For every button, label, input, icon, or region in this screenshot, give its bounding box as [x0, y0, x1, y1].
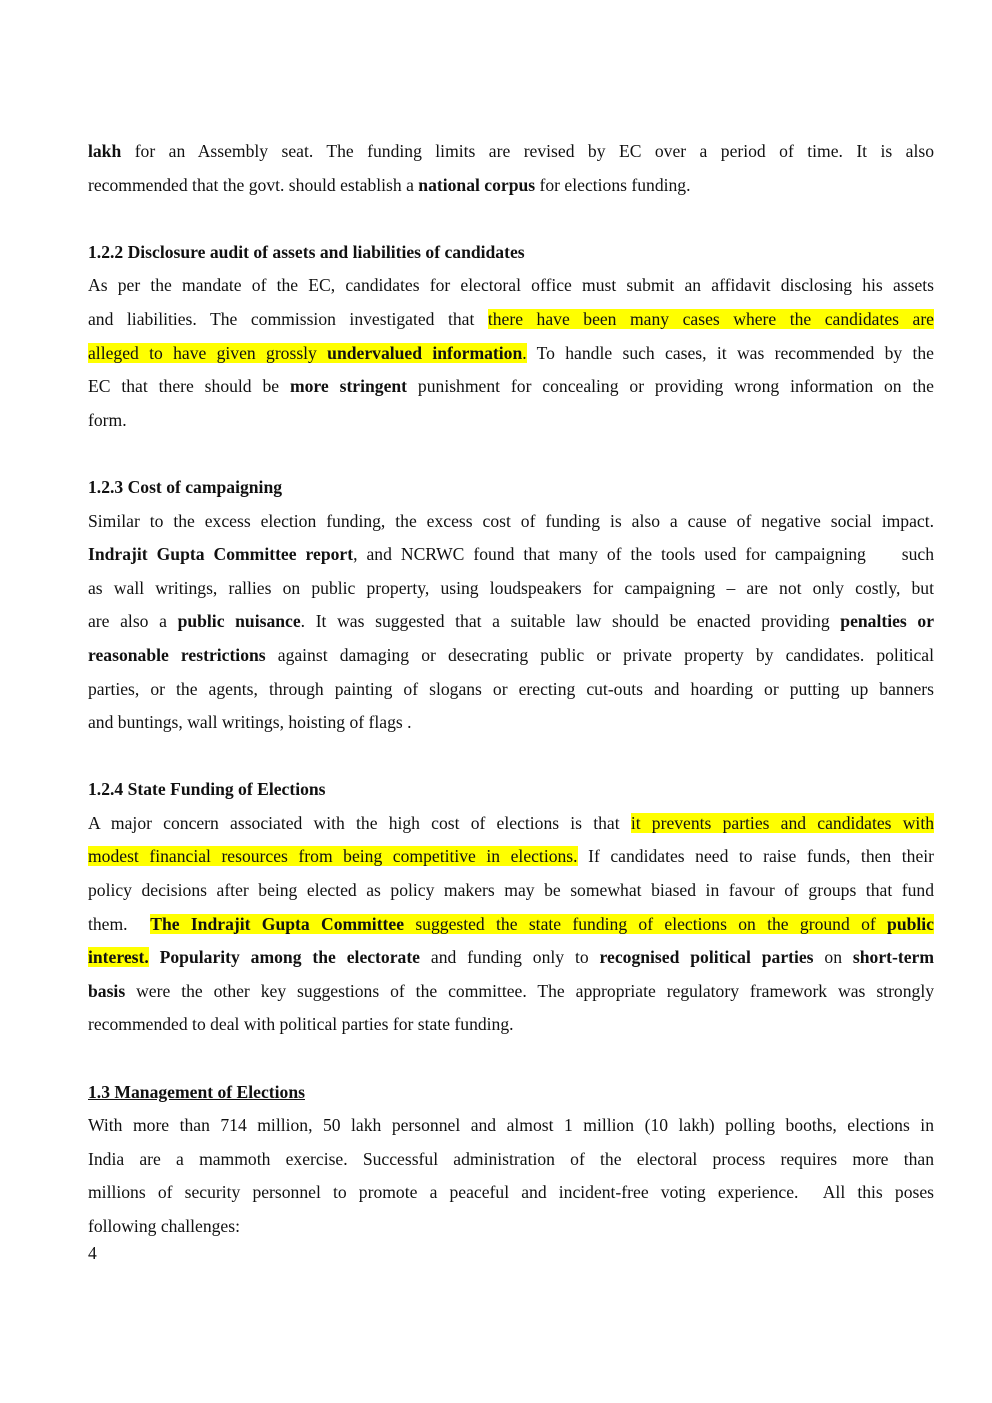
- text-run: punishment for concealing or providing wrong information on the: [407, 376, 934, 397]
- text-run: To handle such cases, it was recommended by the: [526, 342, 934, 363]
- text-line: [88, 572, 934, 606]
- text-line: [88, 807, 934, 841]
- text-run: [149, 947, 160, 967]
- text-run: against damaging or desecrating public or private property by candidates. political: [265, 644, 934, 665]
- highlighted-text: alleged to have given grossly: [88, 342, 328, 363]
- text-line: [88, 908, 934, 942]
- text-run: following challenges:: [88, 1216, 240, 1236]
- text-line: [88, 169, 934, 203]
- highlighted-text: The Indrajit Gupta Committee: [150, 913, 405, 934]
- highlighted-text: there have been many cases where the candidates are: [487, 308, 934, 329]
- bold-text: short-term: [852, 947, 934, 968]
- highlighted-text: it prevents parties and candidates with: [630, 812, 934, 833]
- text-run: . It was suggested that a suitable law should be enacted providing: [300, 611, 841, 632]
- text-line: [88, 1176, 934, 1210]
- text-line: [88, 706, 934, 740]
- text-line: [88, 673, 934, 707]
- bold-text: lakh: [88, 141, 122, 161]
- bold-text: public nuisance: [177, 611, 301, 632]
- text-run: as wall writings, rallies on public property, using loudspeakers for campaigning – are not only costly, but: [88, 577, 934, 598]
- text-run: for elections funding.: [535, 174, 691, 195]
- bold-text: 1.2.3 Cost of campaigning: [88, 476, 283, 497]
- text-run: With more than 714 million, 50 lakh personnel and almost 1 million (10 lakh) polling booths, elections in: [88, 1115, 934, 1136]
- text-run: If candidates need to raise funds, then their: [577, 846, 934, 867]
- text-line: [88, 1210, 934, 1244]
- text-line: [88, 404, 934, 438]
- text-run: them.: [88, 913, 151, 934]
- text-line: [88, 605, 934, 639]
- text-run: for an Assembly seat. The funding limits are revised by EC over a period of time. It is also: [121, 141, 934, 161]
- highlighted-text: suggested the state funding of elections on the ground of: [404, 913, 888, 934]
- text-run: form.: [88, 409, 127, 430]
- text-run: Similar to the excess election funding, the excess cost of funding is also a cause of negative social impact.: [88, 510, 934, 531]
- page-number: 4: [88, 1243, 97, 1263]
- highlighted-text: interest.: [88, 947, 149, 968]
- text-line: [88, 1008, 934, 1042]
- text-run: are also a: [88, 611, 178, 632]
- text-line: [88, 370, 934, 404]
- text-run: India are a mammoth exercise. Successful administration of the electoral process requires more than: [88, 1148, 934, 1169]
- blank-line: [88, 202, 934, 236]
- bold-text: national corpus: [418, 174, 536, 195]
- section-heading: [88, 1076, 934, 1110]
- bold-text: 1.3 Management of Elections: [88, 1081, 305, 1102]
- bold-text: reasonable restrictions: [88, 644, 266, 665]
- text-run: A major concern associated with the high cost of elections is that: [88, 812, 631, 833]
- section-heading: [88, 773, 934, 807]
- text-line: [88, 1143, 934, 1177]
- bold-text: Popularity among the electorate: [159, 947, 420, 968]
- section-heading: [88, 236, 934, 270]
- text-line: [88, 975, 934, 1009]
- text-line: [88, 1109, 934, 1143]
- text-run: recommended that the govt. should establish a: [88, 174, 419, 195]
- text-line: [88, 135, 934, 169]
- text-run: on: [813, 947, 853, 968]
- text-run: , and NCRWC found that many of the tools used for campaigning such: [353, 544, 934, 565]
- blank-line: [88, 437, 934, 471]
- bold-text: more stringent: [289, 376, 408, 397]
- highlighted-text: public: [887, 913, 934, 934]
- text-line: [88, 303, 934, 337]
- blank-line: [88, 740, 934, 774]
- bold-text: penalties or: [840, 611, 934, 632]
- text-run: recommended to deal with political parties for state funding.: [88, 1014, 514, 1035]
- document-body: [88, 135, 934, 1244]
- text-run: were the other key suggestions of the committee. The appropriate regulatory framework was strongly: [125, 980, 934, 1001]
- bold-text: recognised political parties: [599, 947, 814, 968]
- text-line: [88, 874, 934, 908]
- bold-text: 1.2.4 State Funding of Elections: [88, 779, 326, 800]
- highlighted-text: .: [522, 342, 527, 363]
- text-line: [88, 505, 934, 539]
- text-line: [88, 269, 934, 303]
- text-run: millions of security personnel to promote a peaceful and incident-free voting experience. All this poses: [88, 1182, 934, 1203]
- text-line: [88, 538, 934, 572]
- bold-text: basis: [88, 980, 126, 1001]
- text-run: EC that there should be: [88, 376, 290, 397]
- text-run: and buntings, wall writings, hoisting of flags .: [88, 712, 412, 733]
- bold-text: 1.2.2 Disclosure audit of assets and liabilities of candidates: [88, 241, 525, 262]
- text-line: [88, 639, 934, 673]
- highlighted-text: undervalued information: [327, 342, 523, 363]
- text-run: parties, or the agents, through painting of slogans or erecting cut-outs and hoarding or putting up banners: [88, 678, 934, 699]
- text-run: and funding only to: [420, 947, 600, 968]
- section-heading: [88, 471, 934, 505]
- highlighted-text: modest financial resources from being competitive in elections.: [88, 846, 578, 867]
- text-line: [88, 840, 934, 874]
- text-run: As per the mandate of the EC, candidates for electoral office must submit an affidavit disclosing his assets: [88, 275, 934, 296]
- text-line: [88, 337, 934, 371]
- text-line: [88, 941, 934, 975]
- text-run: policy decisions after being elected as policy makers may be somewhat biased in favour of groups that fund: [88, 880, 934, 901]
- blank-line: [88, 1042, 934, 1076]
- text-run: and liabilities. The commission investigated that: [88, 308, 488, 329]
- bold-text: Indrajit Gupta Committee report: [88, 544, 354, 565]
